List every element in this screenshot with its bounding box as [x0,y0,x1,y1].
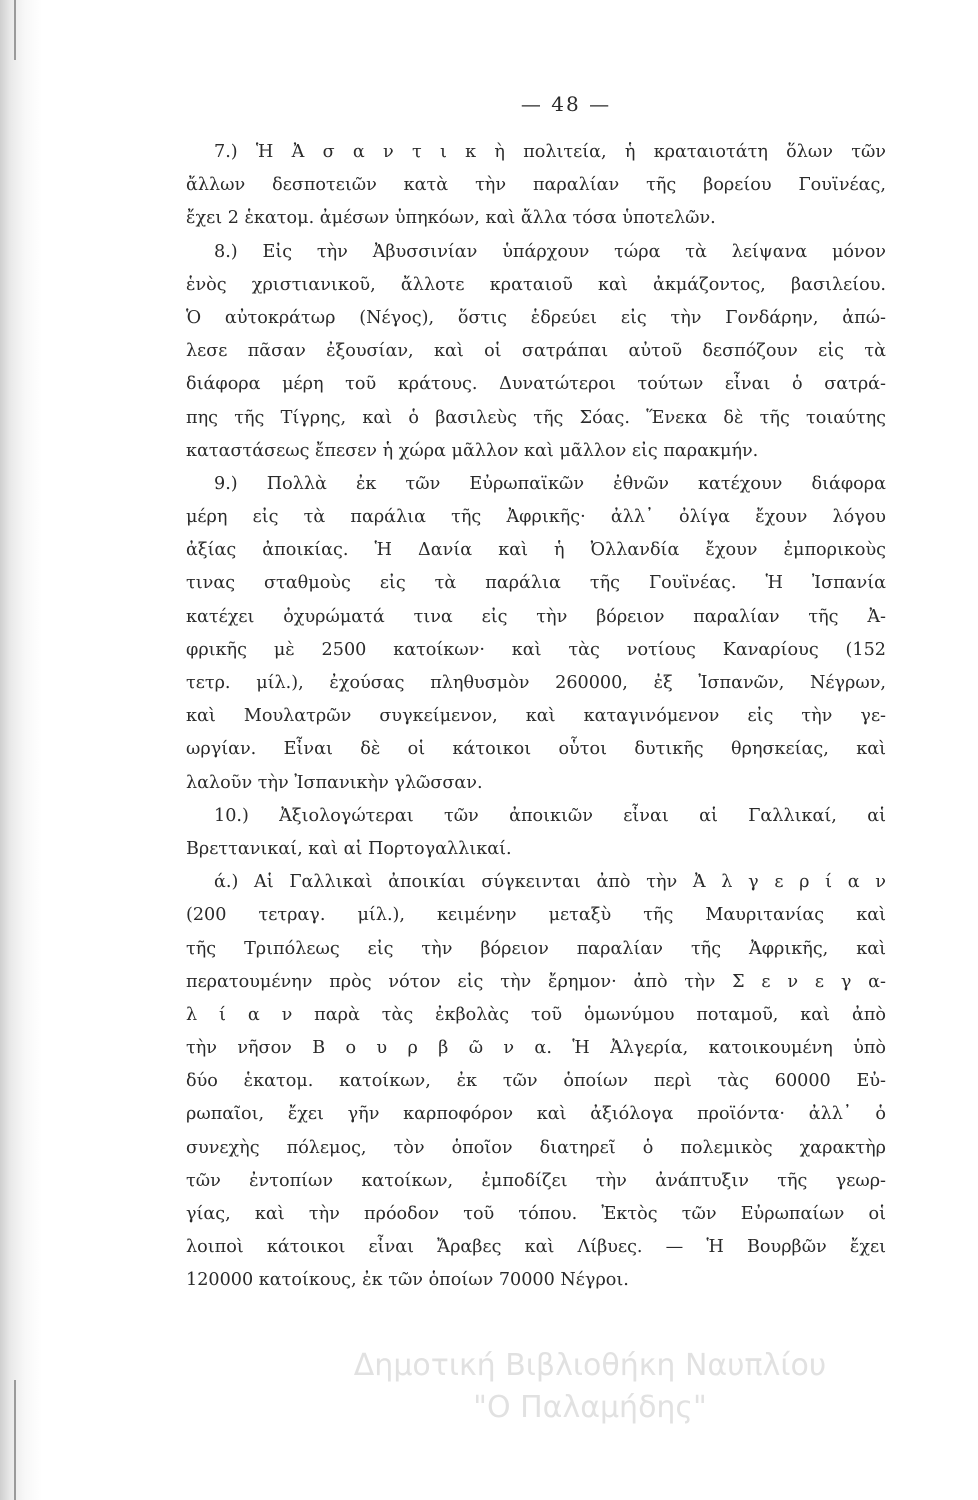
text-line: λαλοῦν τὴν Ἰσπανικὴν γλῶσσαν. [186,772,483,793]
text-line: καταστάσεως ἔπεσεν ἡ χώρα μᾶλλον καὶ μᾶλλον εἰς παρακμήν. [186,440,759,461]
text-line: ἔχει 2 ἑκατομ. ἀμέσων ὑπηκόων, καὶ ἄλλα τόσα ὑποτελῶν. [186,208,716,229]
text-line: ἀξίας ἀποικίας. Ἡ Δανία καὶ ἡ Ὀλλανδία ἔχουν ἐμπορικοὺς [186,540,886,561]
text-line: λοιποὶ κάτοικοι εἶναι Ἄραβες καὶ Λίβυες. — Ἡ Βουρβῶν ἔχει [186,1237,886,1258]
text-line: 120000 κατοίκους, ἐκ τῶν ὁποίων 70000 Νέγροι. [186,1270,629,1291]
text-line: τινας σταθμοὺς εἰς τὰ παράλια τῆς Γουϊνέας. Ἡ Ἰσπανία [186,573,886,594]
text-line: ἑνὸς χριστιανικοῦ, ἄλλοτε κραταιοῦ καὶ ἀκμάζοντος, βασιλείου. [186,274,886,295]
text-line: τετρ. μίλ.), ἐχούσας πληθυσμὸν 260000, ἐξ Ἰσπανῶν, Νέγρων, [186,673,886,693]
text-line: πης τῆς Τίγρης, καὶ ὁ βασιλεὺς τῆς Σόας. Ἕνεκα δὲ τῆς τοιαύτης [186,407,886,428]
page-text [186,136,886,1298]
text-line: περατουμένην πρὸς νότον εἰς τὴν ἔρημον· ἀπὸ τὴν Σ ε ν ε γ α- [186,971,886,992]
text-line: 9.) Πολλὰ ἐκ τῶν Εὐρωπαϊκῶν ἐθνῶν κατέχουν διάφορα [214,473,886,494]
text-line: (200 τετραγ. μίλ.), κειμένην μεταξὺ τῆς Μαυριτανίας καὶ [186,905,886,926]
book-page [186,92,886,1298]
text-line: λ ί α ν παρὰ τὰς ἐκβολὰς τοῦ ὁμωνύμου ποταμοῦ, καὶ ἀπὸ [186,1004,886,1025]
page-number: — 48 — [520,92,612,116]
binding-mark [14,0,16,60]
text-line: 10.) Ἀξιολογώτεραι τῶν ἀποικιῶν εἶναι αἱ Γαλλικαί, αἱ [214,805,886,826]
text-line: ωργίαν. Εἶναι δὲ οἱ κάτοικοι οὗτοι δυτικῆς θρησκείας, καὶ [186,739,886,760]
text-line: μέρη εἰς τὰ παράλια τῆς Ἀφρικῆς· ἀλλ᾽ ὀλίγα ἔχουν λόγου [186,507,886,528]
text-line: κατέχει ὀχυρώματά τινα εἰς τὴν βόρειον παραλίαν τῆς Ἀ- [186,606,886,627]
text-line: Βρεττανικαί, καὶ αἱ Πορτογαλλικαί. [186,838,512,859]
text-line: καὶ Μουλατρῶν συγκείμενον, καὶ καταγινόμενον εἰς τὴν γε- [186,706,886,727]
text-line: 7.) Ἡ Ἀ σ α ν τ ι κ ὴ πολιτεία, ἡ κραταιοτάτη ὅλων τῶν [214,142,886,162]
text-line: λεσε πᾶσαν ἐξουσίαν, καὶ οἱ σατράπαι αὐτοῦ δεσπόζουν εἰς τὰ [186,341,886,362]
watermark-line-1: Δημοτική Βιβλιοθήκη Ναυπλίου [353,1348,827,1383]
text-line: ά.) Αἱ Γαλλικαὶ ἀποικίαι σύγκεινται ἀπὸ τὴν Ἀ λ γ ε ρ ί α ν [214,872,886,893]
binding-mark [14,1380,16,1500]
text-line: γίας, καὶ τὴν πρόοδον τοῦ τόπου. Ἐκτὸς τῶν Εὐρωπαίων οἱ [186,1204,886,1224]
text-line: τῶν ἐντοπίων κατοίκων, ἐμποδίζει τὴν ἀνάπτυξιν τῆς γεωρ- [186,1170,886,1191]
text-line: τῆς Τριπόλεως εἰς τὴν βόρειον παραλίαν τῆς Ἀφρικῆς, καὶ [186,938,886,959]
watermark-line-2: "Ο Παλαμήδης" [473,1390,707,1425]
library-watermark [210,1345,970,1429]
text-line: δύο ἑκατομ. κατοίκων, ἐκ τῶν ὁποίων περὶ τὰς 60000 Εὐ- [186,1071,886,1092]
binding-edge [0,0,42,1500]
text-line: 8.) Εἰς τὴν Ἀβυσσινίαν ὑπάρχουν τώρα τὰ λείψανα μόνον [214,241,886,262]
text-line: φρικῆς μὲ 2500 κατοίκων· καὶ τὰς νοτίους Καναρίους (152 [186,639,886,660]
text-line: Ὁ αὐτοκράτωρ (Νέγος), ὅστις ἑδρεύει εἰς τὴν Γονδάρην, ἀπώ- [186,307,886,328]
text-line: τὴν νῆσον Β ο υ ρ β ῶ ν α. Ἡ Ἀλγερία, κατοικουμένη ὑπὸ [186,1038,886,1059]
text-line: ἄλλων δεσποτειῶν κατὰ τὴν παραλίαν τῆς βορείου Γουϊνέας, [186,175,886,196]
text-line: συνεχὴς πόλεμος, τὸν ὁποῖον διατηρεῖ ὁ πολεμικὸς χαρακτὴρ [186,1137,886,1158]
text-line: ρωπαῖοι, ἔχει γῆν καρποφόρον καὶ ἀξιόλογα προϊόντα· ἀλλ᾽ ὁ [186,1104,886,1125]
text-line: διάφορα μέρη τοῦ κράτους. Δυνατώτεροι τούτων εἶναι ὁ σατρά- [186,374,886,395]
